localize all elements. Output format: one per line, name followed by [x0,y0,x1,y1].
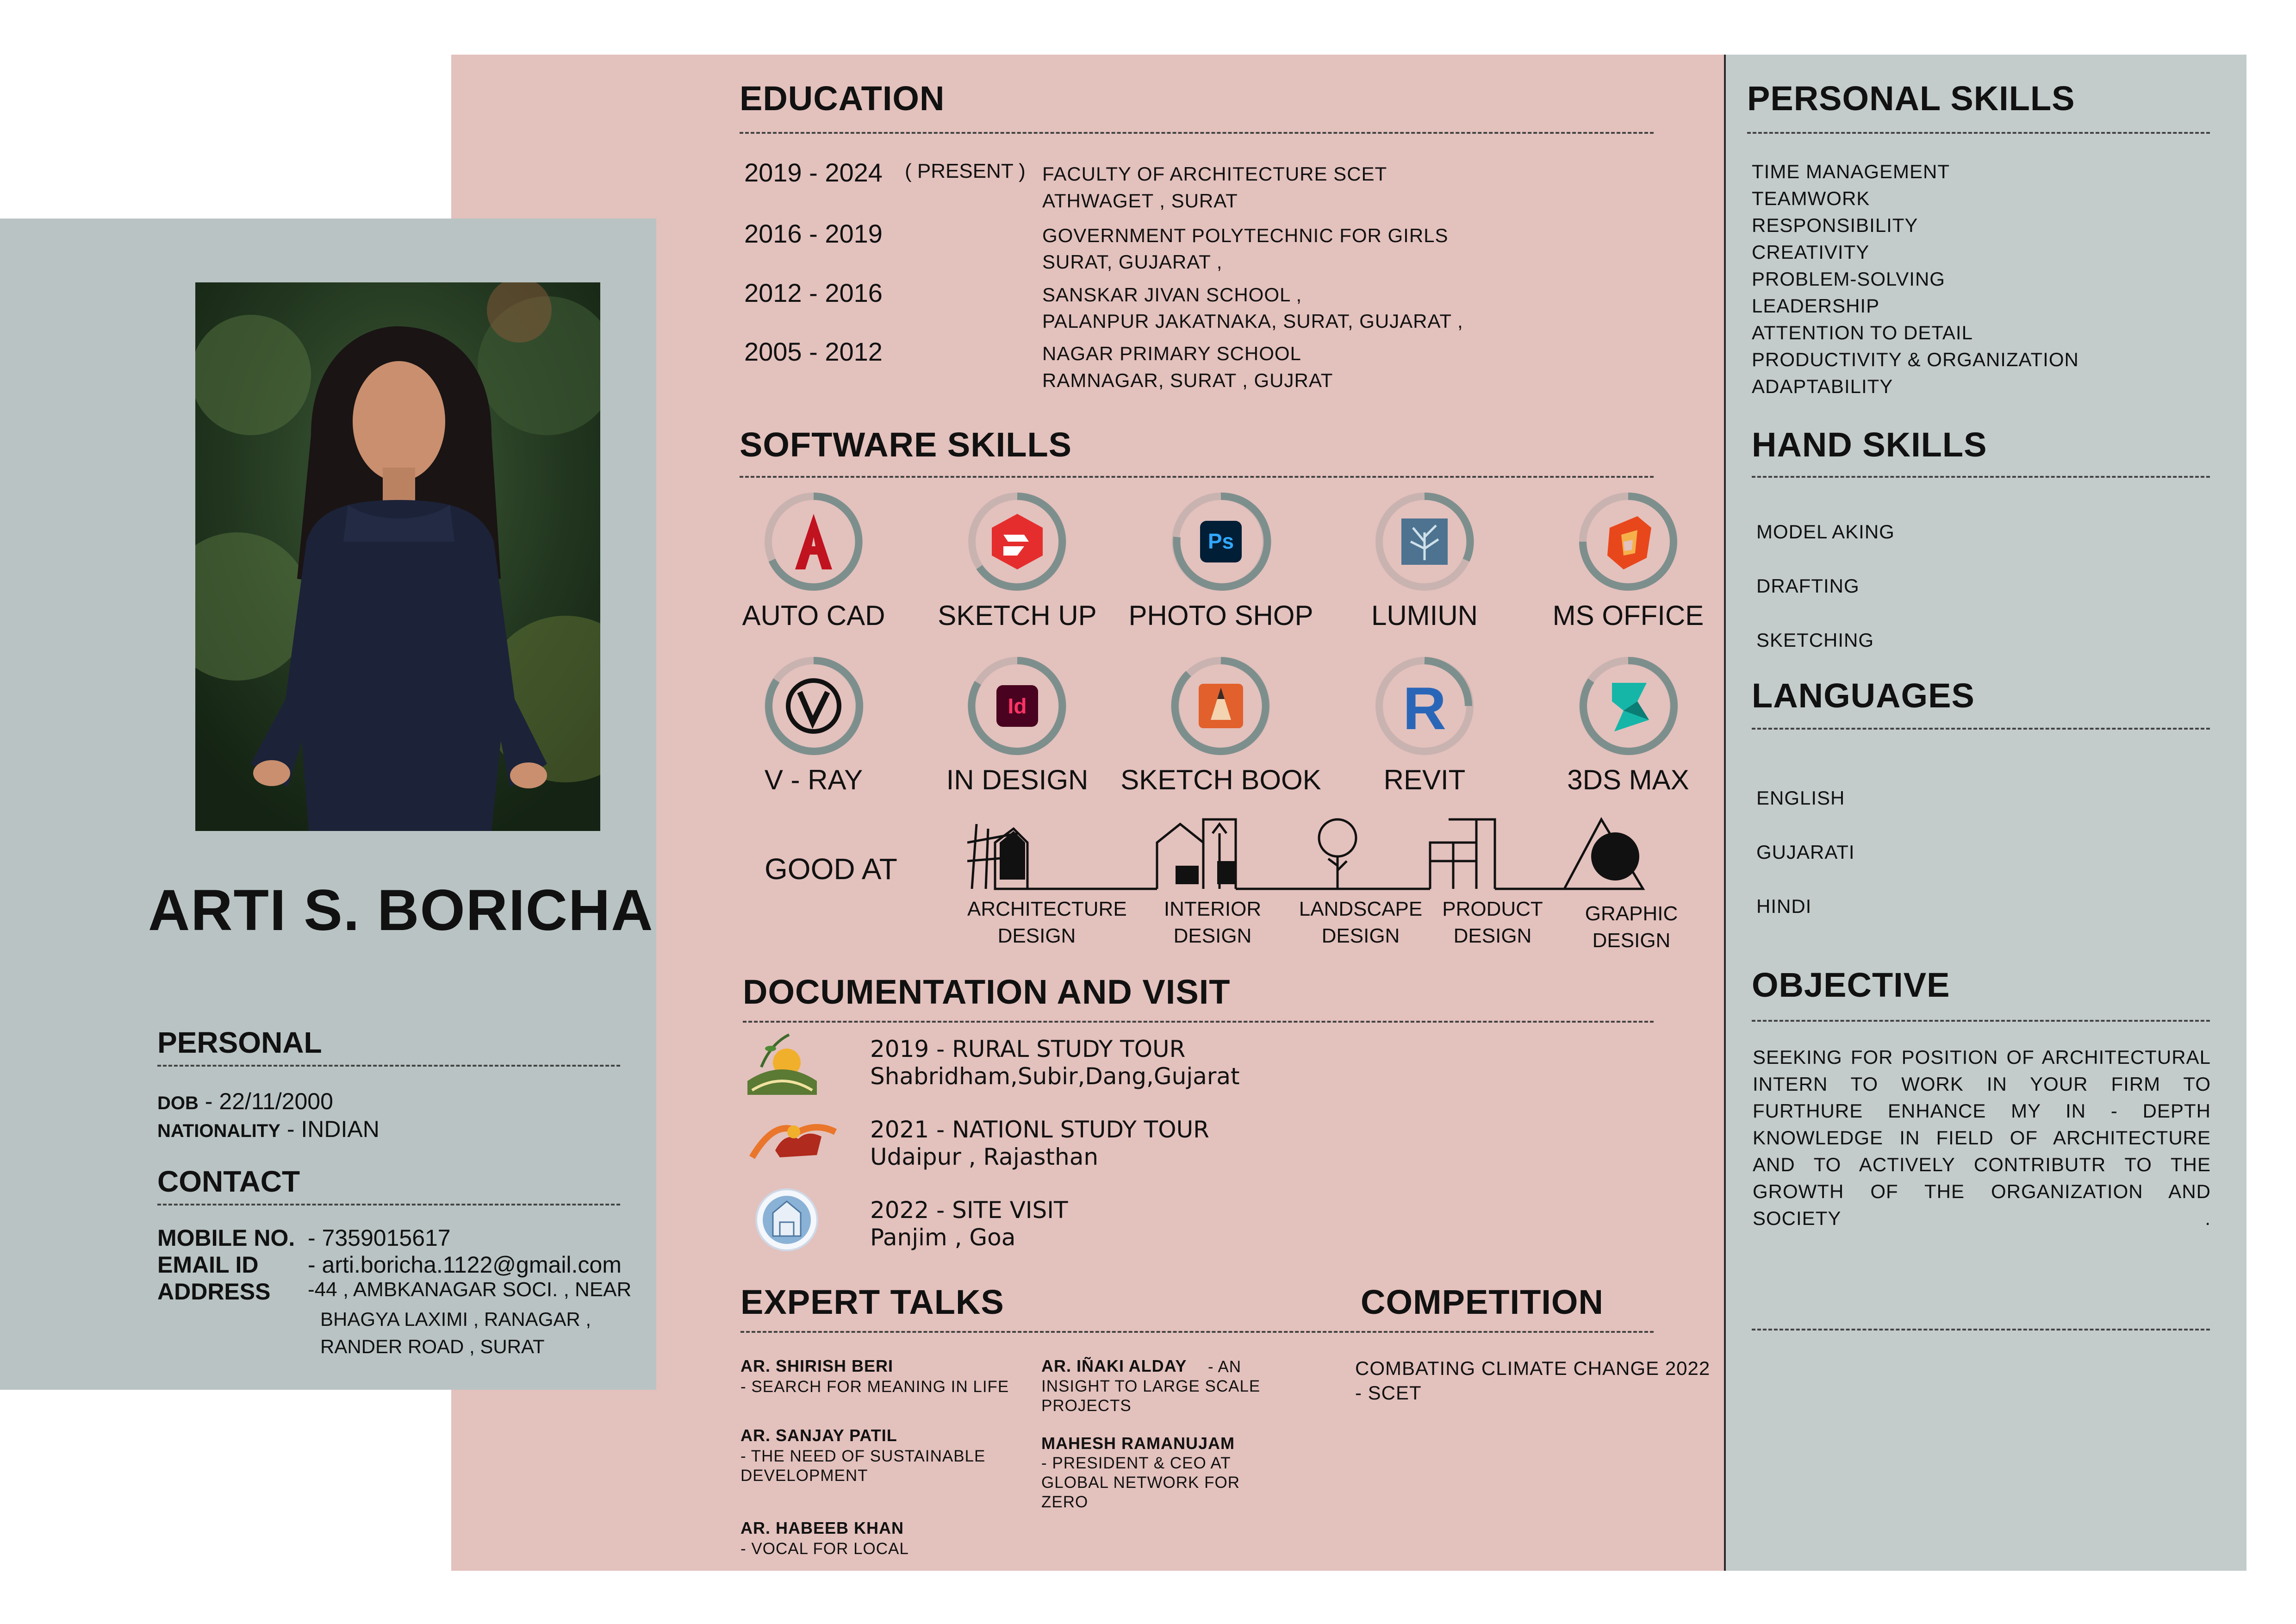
mobile-value[interactable]: - 7359015617 [308,1225,451,1251]
personal-skill-item: ATTENTION TO DETAIL [1752,322,1973,344]
edu-years: 2016 - 2019 [744,219,883,248]
software-label: LUMIUN [1371,600,1478,631]
divider [1752,476,2210,478]
good-at-line-2: DESIGN [1321,924,1400,947]
documentation-line-1: 2019 - RURAL STUDY TOUR [870,1036,1186,1062]
talk-speaker: AR. IÑAKI ALDAY [1041,1356,1187,1375]
good-at-skyline-illustration [967,815,1671,893]
languages-heading: LANGUAGES [1752,676,1975,715]
personal-skill-item: RESPONSIBILITY [1752,214,1918,236]
good-at-line-2: DESIGN [997,924,1076,947]
divider [157,1065,620,1067]
rajasthan-camel-icon [747,1113,840,1164]
languages-list [1756,771,1855,933]
talk-topic: - VOCAL FOR LOCAL [740,1540,909,1558]
email-value[interactable]: - arti.boricha.1122@gmail.com [308,1252,622,1278]
edu-note: ( PRESENT ) [905,160,1026,182]
good-at-item [967,896,1127,949]
personal-skill-item: PRODUCTIVITY & ORGANIZATION [1752,349,2079,370]
competition-line-2: - SCET [1355,1382,1422,1404]
edu-line-1: NAGAR PRIMARY SCHOOL [1042,343,1301,364]
3dsmax-icon [1577,655,1679,757]
software-label: V - RAY [764,764,863,795]
edu-line-2: PALANPUR JAKATNAKA, SURAT, GUJARAT , [1042,310,1463,332]
sketchup-icon [966,491,1068,593]
nationality-label: NATIONALITY [157,1121,280,1141]
address-line-2: BHAGYA LAXIMI , RANAGAR , [320,1308,591,1330]
documentation-line-2: Shabridham,Subir,Dang,Gujarat [870,1063,1240,1090]
photoshop-icon [1170,491,1272,593]
svg-text:Ps: Ps [1207,529,1234,553]
edu-years: 2019 - 2024 [744,158,883,187]
divider [1752,1329,2210,1330]
personal-skills-list [1752,158,2079,400]
edu-line-1: GOVERNMENT POLYTECHNIC FOR GIRLS [1042,225,1449,246]
profile-photo [195,282,600,831]
competition-heading: COMPETITION [1361,1283,1604,1321]
divider [740,132,1654,134]
documentation-line-1: 2021 - NATIONL STUDY TOUR [870,1116,1209,1143]
lumion-icon [1374,491,1475,593]
objective-heading: OBJECTIVE [1752,966,1950,1004]
good-at-item [1143,896,1282,949]
talk-speaker: AR. SHIRISH BERI [740,1356,894,1375]
email-label: EMAIL ID [157,1252,259,1278]
hand-skills-heading: HAND SKILLS [1752,425,1987,464]
good-at-line-1: ARCHITECTURE [967,898,1127,920]
dob-label: DOB [157,1093,199,1113]
address-line-3: RANDER ROAD , SURAT [320,1336,545,1357]
personal-skills-heading: PERSONAL SKILLS [1747,79,2075,118]
software-label: PHOTO SHOP [1128,600,1313,631]
education-heading: EDUCATION [740,79,945,118]
good-at-item [1562,900,1701,954]
address-line-1: -44 , AMBKANAGAR SOCI. , NEAR [308,1278,632,1301]
documentation-line-1: 2022 - SITE VISIT [870,1197,1068,1224]
language-item: ENGLISH [1756,787,1845,809]
competition-line-1: COMBATING CLIMATE CHANGE 2022 [1355,1357,1711,1379]
good-at-line-1: GRAPHIC [1585,902,1678,925]
good-at-line-1: LANDSCAPE [1299,898,1423,920]
divider [740,476,1654,478]
svg-text:R: R [1403,675,1446,742]
talk-speaker: AR. HABEEB KHAN [740,1518,904,1537]
talk-speaker: MAHESH RAMANUJAM [1041,1434,1235,1453]
personal-skill-item: TEAMWORK [1752,187,1870,209]
divider [1747,132,2210,134]
good-at-item [1423,896,1562,949]
documentation-line-2: Udaipur , Rajasthan [870,1143,1099,1170]
talk-topic: - AN INSIGHT TO LARGE SCALE PROJECTS [1041,1358,1261,1415]
software-label: REVIT [1383,764,1466,795]
candidate-name: ARTI S. BORICHA [148,878,654,943]
software-label: 3DS MAX [1567,764,1689,795]
edu-line-2: SURAT, GUJARAT , [1042,251,1223,273]
hand-skills-list [1756,505,1895,667]
divider [157,1204,620,1206]
contact-heading: CONTACT [157,1165,300,1198]
software-skills-heading: SOFTWARE SKILLS [740,425,1072,464]
good-at-line-2: DESIGN [1592,929,1671,952]
indesign-icon [966,655,1068,757]
dob-row [157,1088,333,1115]
nationality-row [157,1116,380,1143]
personal-skill-item: PROBLEM-SOLVING [1752,268,1945,290]
language-item: GUJARATI [1756,841,1855,863]
edu-line-2: RAMNAGAR, SURAT , GUJRAT [1042,369,1333,391]
personal-skill-item: TIME MANAGEMENT [1752,161,1950,182]
documentation-heading: DOCUMENTATION AND VISIT [743,973,1231,1011]
software-label: AUTO CAD [742,600,885,631]
software-label: SKETCH BOOK [1120,764,1321,795]
edu-line-1: FACULTY OF ARCHITECTURE SCET [1042,163,1388,185]
software-label: MS OFFICE [1552,600,1704,631]
autocad-icon [763,491,865,593]
good-at-label: GOOD AT [765,852,897,886]
nationality-value: - INDIAN [286,1116,380,1142]
personal-skill-item: LEADERSHIP [1752,295,1880,317]
objective-text: SEEKING FOR POSITION OF ARCHITECTURAL INTERN TO WORK IN YOUR FIRM TO FURTHURE ENHANCE MY IN - DEPTH KNOWLEDGE IN FIELD OF ARCHITECTURE AND TO ACTIVELY CONTRIBUTR TO THE GROWTH OF THE ORGANIZATION AND SOCIETY . [1753,1046,2211,1229]
svg-text:Id: Id [1008,694,1027,718]
personal-skill-item: CREATIVITY [1752,241,1870,263]
hand-skill-item: MODEL AKING [1756,521,1895,543]
msoffice-icon [1577,491,1679,593]
sketchbook-icon [1170,655,1272,757]
talk-topic: - PRESIDENT & CEO AT GLOBAL NETWORK FOR ZERO [1041,1454,1240,1511]
software-label: IN DESIGN [946,764,1089,795]
edu-years: 2012 - 2016 [744,278,883,307]
dob-value: - 22/11/2000 [205,1088,333,1114]
talk-topic: - THE NEED OF SUSTAINABLE DEVELOPMENT [740,1447,986,1485]
address-label: ADDRESS [157,1279,271,1305]
goa-church-icon [754,1187,819,1252]
edu-years: 2005 - 2012 [744,337,883,366]
good-at-line-1: INTERIOR [1164,898,1262,920]
personal-heading: PERSONAL [157,1026,322,1059]
software-label: SKETCH UP [938,600,1097,631]
mobile-label: MOBILE NO. [157,1225,295,1251]
personal-skill-item: ADAPTABILITY [1752,375,1893,397]
good-at-line-1: PRODUCT [1442,898,1543,920]
divider [740,1331,1654,1333]
documentation-line-2: Panjim , Goa [870,1224,1016,1251]
expert-talks-heading: EXPERT TALKS [740,1283,1004,1321]
hand-skill-item: DRAFTING [1756,575,1860,597]
revit-icon [1374,655,1475,757]
good-at-line-2: DESIGN [1453,924,1532,947]
talk-topic: - SEARCH FOR MEANING IN LIFE [740,1378,1009,1396]
divider [1752,1020,2210,1022]
hand-skill-item: SKETCHING [1756,629,1874,651]
language-item: HINDI [1756,895,1812,917]
good-at-line-2: DESIGN [1173,924,1252,947]
vray-icon [763,655,865,757]
edu-line-1: SANSKAR JIVAN SCHOOL , [1042,284,1302,306]
good-at-item [1291,896,1430,949]
divider [1752,728,2210,730]
talk-speaker: AR. SANJAY PATIL [740,1426,897,1445]
divider [743,1021,1654,1023]
edu-line-2: ATHWAGET , SURAT [1042,190,1238,212]
rural-landscape-icon [743,1025,821,1099]
